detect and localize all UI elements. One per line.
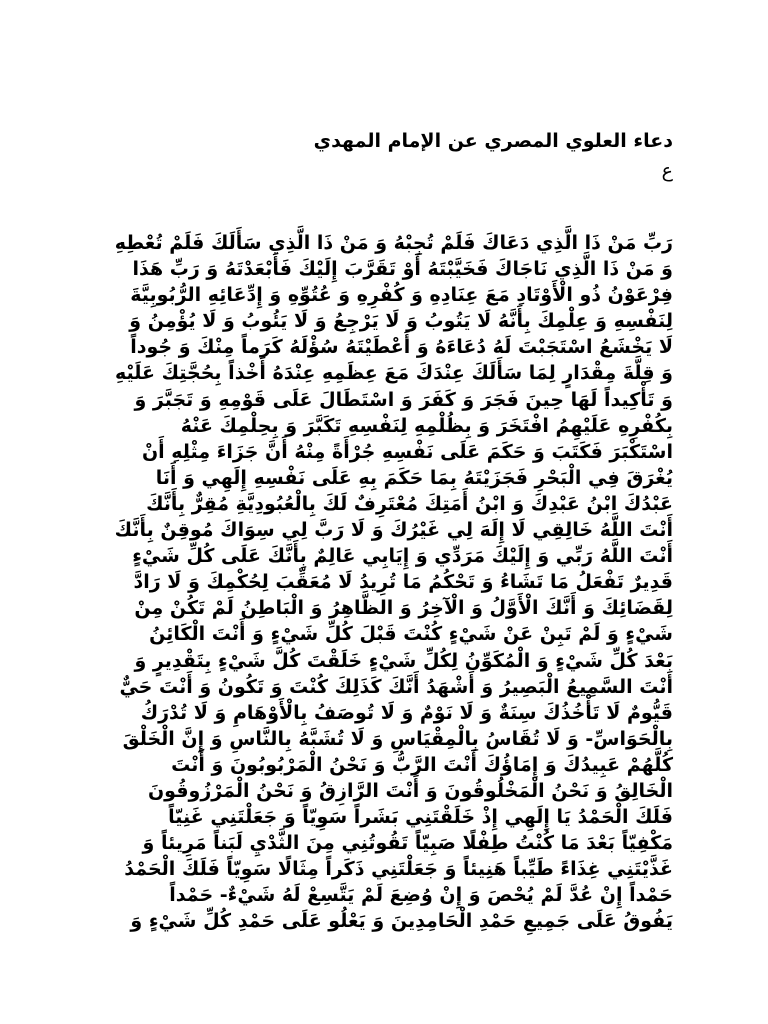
text-line: مَكْفِيّاً بَعْدَ مَا كُنْتُ طِفْلًا صَبِيّاً تَقُوتُنِي مِنَ الثَّدْيِ لَبَناً مَرِيئاً وَ	[142, 832, 673, 855]
text-line: يُغْرَقَ فِي الْبَحْرِ فَجَزَيْتَهُ بِمَا حَكَمَ بِهِ عَلَى نَفْسِهِ إِلَهِي وَ أَنَا	[155, 466, 673, 489]
text-line: لَا يَخْشَعُ اسْتَجَبْتَ لَهُ دُعَاءَهُ وَ أَعْطَيْتَهُ سُؤْلَهُ كَرَماً مِنْكَ وَ جُوداً	[130, 336, 673, 359]
text-line: شَيْءٍ وَ لَمْ تَبِنْ عَنْ شَيْءٍ كُنْتَ قَبْلَ كُلِّ شَيْءٍ وَ أَنْتَ الْكَائِنُ	[149, 623, 673, 646]
text-line: حَمْداً إِنْ عُدَّ لَمْ يُحْصَ وَ إِنْ وُضِعَ لَمْ يَتَّسِعْ لَهُ شَيْءٌ- حَمْداً	[169, 884, 673, 907]
section-marker: ع	[661, 160, 673, 182]
text-line: لِقَضَائِكَ وَ أَنَّكَ الْأَوَّلُ وَ الْآخِرُ وَ الظَّاهِرُ وَ الْبَاطِنُ لَمْ تَكُنْ مِنْ	[134, 597, 673, 620]
text-line: يَفُوقُ عَلَى جَمِيعِ حَمْدِ الْحَامِدِينَ وَ يَعْلُو عَلَى حَمْدِ كُلِّ شَيْءٍ وَ	[130, 910, 673, 933]
text-line: أَنْتَ اللَّهُ رَبِّي وَ إِلَيْكَ مَرَدِّي وَ إِيَابِي عَالِمٌ بِأَنَّكَ عَلَى كُلِّ شَيْءٍ	[132, 545, 673, 568]
text-line: لِنَفْسِهِ وَ عِلْمِكَ بِأَنَّهُ لَا يَتُوبُ وَ لَا يَرْجِعُ وَ لَا يَئُوبُ وَ لَا يُؤْمِنُ وَ	[129, 310, 673, 333]
text-line: وَ تَأْكِيداً لَهَا حِينَ فَجَرَ وَ كَفَرَ وَ اسْتَطَالَ عَلَى قَوْمِهِ وَ تَجَبَّرَ وَ	[134, 388, 673, 411]
text-line: أَنْتَ السَّمِيعُ الْبَصِيرُ وَ أَشْهَدُ أَنَّكَ كَذَلِكَ كُنْتَ وَ تَكُونُ وَ أَنْتَ حَيٌّ	[119, 675, 673, 698]
text-line: أَنْتَ اللَّهُ خَالِقِي لَا إِلَهَ لِي غَيْرُكَ وَ لَا رَبَّ لِي سِوَاكَ مُوقِنٌ بِأَنَّكَ	[114, 519, 673, 542]
text-line: اسْتَكْبَرَ فَكَتَبَ وَ حَكَمَ عَلَى نَفْسِهِ جُرْأَةً مِنْهُ أَنَّ جَزَاءَ مِثْلِهِ أَنْ	[141, 440, 673, 463]
text-line: عَبْدُكَ ابْنُ عَبْدِكَ وَ ابْنُ أَمَتِكَ مُعْتَرِفٌ لَكَ بِالْعُبُودِيَّةِ مُقِرٌّ بِأَنَّكَ	[146, 492, 673, 515]
text-line: فِرْعَوْنُ ذُو الْأَوْتَادِ مَعَ عِنَادِهِ وَ كُفْرِهِ وَ عُتُوِّهِ وَ إِدِّعَائِهِ الرُّبُوبِيَّةَ	[130, 284, 673, 307]
text-line: وَ مَنْ ذَا الَّذِي نَاجَاكَ فَخَيَّبْتَهُ أَوْ تَقَرَّبَ إِلَيْكَ فَأَبْعَدْتَهُ وَ رَبِّ هَذَا	[132, 258, 673, 281]
text-line: بَعْدَ كُلِّ شَيْءٍ وَ الْمُكَوِّنُ لِكُلِّ شَيْءٍ خَلَقْتَ كُلَّ شَيْءٍ بِتَقْدِيرٍ وَ	[134, 649, 673, 672]
document-title: دعاء العلوي المصري عن الإمام المهدي	[313, 130, 673, 152]
text-line: الْخَالِقُ وَ نَحْنُ الْمَخْلُوقُونَ وَ أَنْتَ الرَّازِقُ وَ نَحْنُ الْمَرْزُوقُونَ	[147, 779, 673, 802]
text-line: غَذَّيْتَنِي غِذَاءً طَيِّباً هَنِيئاً وَ جَعَلْتَنِي ذَكَراً مِثَالًا سَوِيّاً فَلَكَ الْحَمْدُ	[124, 858, 673, 881]
text-line: فَلَكَ الْحَمْدُ يَا إِلَهِي إِذْ خَلَقْتَنِي بَشَراً سَوِيّاً وَ جَعَلْتَنِي غَنِيّاً	[168, 806, 673, 829]
text-line: وَ قِلَّةَ مِقْدَارٍ لِمَا سَأَلَكَ عِنْدَكَ مَعَ عِظَمِهِ عِنْدَهُ أَخْذاً بِحُجَّتِكَ عَلَيْهِ	[114, 362, 673, 385]
text-line: قَيُّومٌ لَا تَأْخُذُكَ سِنَةٌ وَ لَا نَوْمٌ وَ لَا تُوصَفُ بِالْأَوْهَامِ وَ لَا تُدْرَكُ	[140, 701, 673, 724]
text-line: بِكُفْرِهِ عَلَيْهِمُ افْتَخَرَ وَ بِظُلْمِهِ لِنَفْسِهِ تَكَبَّرَ وَ بِحِلْمِكَ عَنْهُ	[180, 414, 673, 437]
text-line: كُلَّهُمْ عَبِيدُكَ وَ إِمَاؤُكَ أَنْتَ الرَّبُّ وَ نَحْنُ الْمَرْبُوبُونَ وَ أَنْتَ	[171, 753, 673, 776]
text-line: بِالْحَوَاسِّ- وَ لَا تُقَاسُ بِالْمِقْيَاسِ وَ لَا تُشَبَّهُ بِالنَّاسِ وَ إِنَّ الْخَلْقَ	[122, 727, 673, 750]
prayer-text	[0, 230, 673, 935]
text-line: رَبِّ مَنْ ذَا الَّذِي دَعَاكَ فَلَمْ تُجِبْهُ وَ مَنْ ذَا الَّذِي سَأَلَكَ فَلَمْ تُعْطِهِ	[114, 232, 673, 254]
text-line: قَدِيرٌ تَفْعَلُ مَا تَشَاءُ وَ تَحْكُمُ مَا تُرِيدُ لَا مُعَقِّبَ لِحُكْمِكَ وَ لَا رَادَّ	[133, 571, 673, 594]
